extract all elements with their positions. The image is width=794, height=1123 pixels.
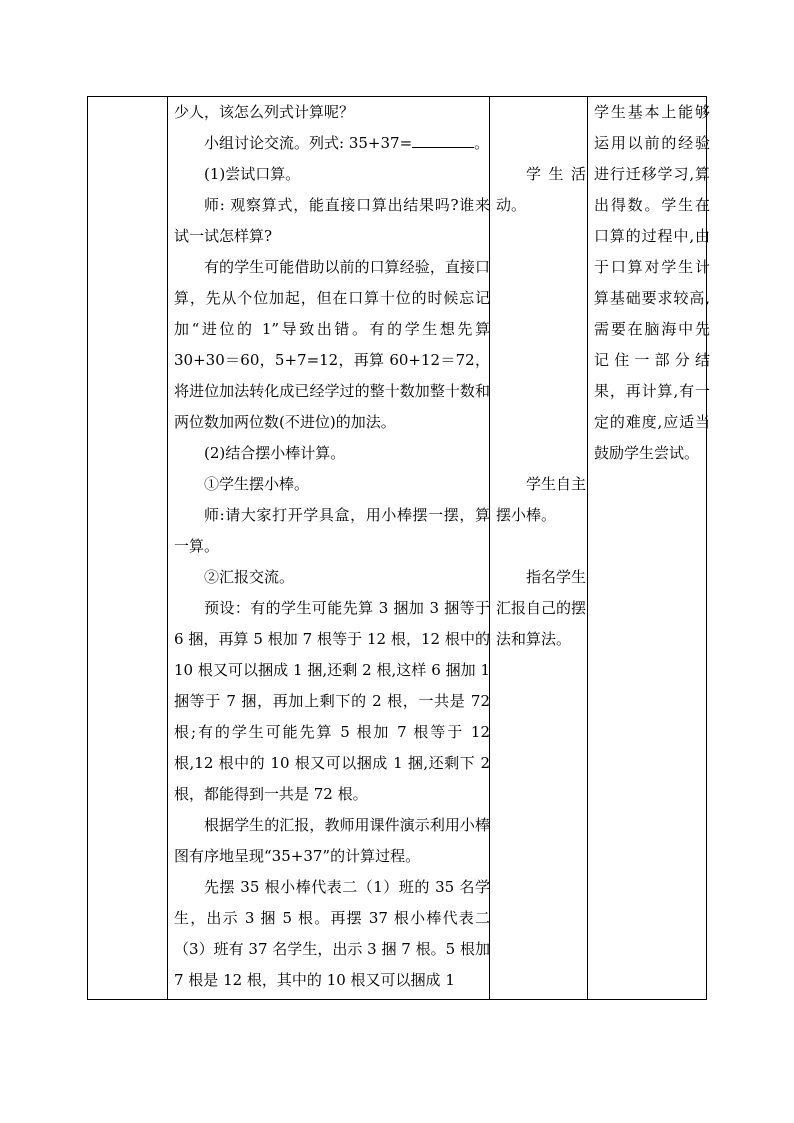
column-divider-1 <box>167 97 168 999</box>
paragraph-preset: 预设：有的学生可能先算 3 捆加 3 捆等于 6 捆，再算 5 根加 7 根等于 12 根，12 根中的 10 根又可以捆成 1 捆,还剩 2 根,这样 6 捆加 1 捆等于 7 捆，再加上剩下的 2 根，一共是 72 根;有的学生可能先算 5 根加 7 根等于 12 根,12 根中的 10 根又可以捆成 1 捆,还剩下 2 根，都能得到一共是 72 根。 <box>174 599 490 803</box>
paragraph-students-sticks: ①学生摆小棒。 <box>204 475 310 493</box>
teaching-process-column <box>174 97 490 996</box>
activity-2: 学生自主摆小棒。 <box>496 475 587 524</box>
paragraph-demo: 先摆 35 根小棒代表二（1）班的 35 名学生，出示 3 捆 5 根。再摆 37 根小棒代表二（3）班有 37 名学生，出示 3 捆 7 根。5 根加 7 根是 12 根，其中的 10 根又可以捆成 1 <box>174 878 490 989</box>
paragraph-teacher-question: 师: 观察算式，能直接口算出结果吗?谁来试一试怎样算? <box>174 196 490 245</box>
formula-end: 。 <box>474 134 490 152</box>
spacer <box>496 531 586 562</box>
lesson-table <box>87 96 710 1000</box>
design-intent-column <box>594 97 710 469</box>
paragraph-mental-calc: 有的学生可能借助以前的口算经验，直接口算，先从个位加起，但在口算十位的时候忘记加“进位的 1”导致出错。有的学生想先算 30+30＝60，5+7=12，再算 60+12＝72，将进位加法转化成已经学过的整十数加整十数和两位数加两位数(不进位)的加法。 <box>174 258 490 431</box>
note-1: 学生基本上能够运用以前的经验进行迁移学习,算出得数。学生在口算的过程中,由于口算对学生计算基础要求较高,需要在脑海中先记住一部分结果，再计算,有一定的难度,应适当鼓励学生尝试。 <box>594 103 710 462</box>
paragraph-formula <box>174 128 490 159</box>
formula-text: 小组讨论交流。列式: 35+37= <box>204 134 413 152</box>
paragraph-teacher-instruction: 师:请大家打开学具盒，用小棒摆一摆，算一算。 <box>174 506 490 555</box>
activity-1: 学生活动。 <box>496 165 586 214</box>
paragraph-step-1: (1)尝试口算。 <box>204 165 301 183</box>
student-activity-column <box>496 97 586 655</box>
answer-blank <box>412 131 474 148</box>
paragraph-step-2: (2)结合摆小棒计算。 <box>204 444 346 462</box>
column-divider-3 <box>587 97 588 999</box>
spacer <box>496 97 586 159</box>
spacer <box>496 221 586 469</box>
paragraph-courseware: 根据学生的汇报，教师用课件演示利用小棒图有序地呈现“35+37”的计算过程。 <box>174 816 490 865</box>
activity-3: 指名学生汇报自己的摆法和算法。 <box>496 568 587 648</box>
paragraph-question: 少人，该怎么列式计算呢？ <box>174 103 355 121</box>
paragraph-report: ②汇报交流。 <box>204 568 295 586</box>
